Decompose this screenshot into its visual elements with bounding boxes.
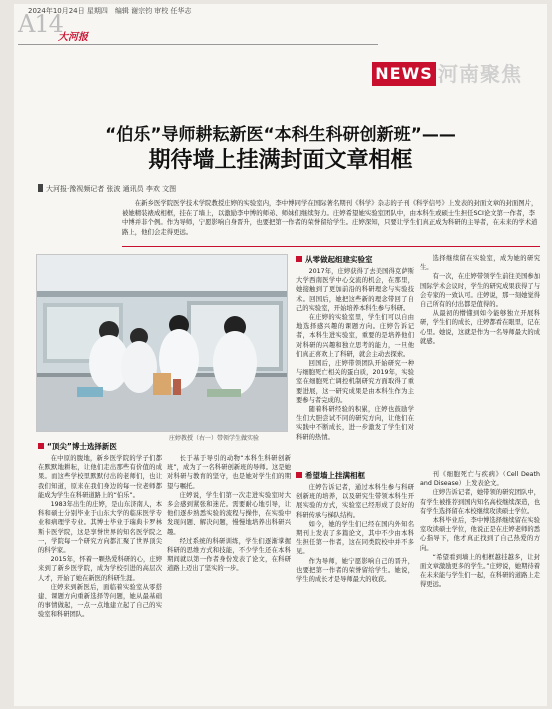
article-column-3 — [296, 267, 414, 463]
byline-marker — [38, 184, 43, 192]
newspaper-page — [14, 4, 547, 706]
paragraph: 2017年，庄婷获得了去美国得克萨斯大学西南医学中心交流的机会，在那里，她接触到了更加前沿的科研理念与实验技术。回国后，她把这些新的理念带回了自己的实验室，开始培养本科生参与科研。 — [296, 268, 414, 312]
section-heading-text: “顶尖”博士选择新医 — [47, 442, 117, 451]
byline — [38, 184, 176, 194]
heading-marker — [38, 443, 44, 449]
lead-text: 在新乡医学院医学技术学院教授庄婷的实验室内，李中博同学在国际著名期刊《科学》杂志的子刊《科学信号》上发表的封面文章的封面图片，被她精装裱成相框，挂在了墙上，以激励李中博的师弟、师妹们继续努力。庄婷希望她实验室团队中，由本科生或硕士生担任SCI论文第一作者，李中博并非个例。作为导师，宁愿影响自身晋升，也要把第一作者的荣誉留给学生。庄婷深知，只要让学生们真正成为科研的主导者，在未来的学术道路上，他们会走得更远。 — [122, 199, 538, 236]
news-label: NEWS — [372, 62, 436, 86]
headline-line2: 期待墙上挂满封面文章相框 — [148, 148, 413, 173]
headline-line1: “伯乐”导师耕耘新医“本科生科研创新班”—— — [105, 125, 456, 145]
paragraph: 经过系统的科研训练，学生们逐渐掌握科研的思维方式和技能，不少学生还在本科期间就以第一作者身份发表了论文，在科研道路上迈出了坚实的一步。 — [167, 537, 291, 573]
paragraph: 作为导师，她宁愿影响自己的晋升，也要把第一作者的荣誉留给学生。她说，学生的成长才是导师最大的收获。 — [296, 557, 414, 584]
paragraph: 长于基于导引的动物“本科生科研创新班”，成为了一名科研创新班的导师。这是她对科研与教育的坚守，也是她对学生们的期望与嘱托。 — [167, 455, 291, 490]
paragraph: 庄婷来到新医后，面临着实验室从零搭建、课题方向重新选择等问题，她从最基础的事情做起，一点一点地建立起了自己的实验室和科研团队。 — [38, 583, 162, 619]
lead-rule — [122, 246, 540, 247]
article-column-5 — [296, 483, 414, 706]
page-number: A14 — [18, 10, 63, 38]
lead-paragraph — [122, 199, 540, 237]
section-name: 河南聚焦 — [438, 62, 522, 86]
article-column-1 — [38, 454, 162, 706]
header-rule — [18, 44, 378, 45]
paragraph: 庄婷告诉记者，通过本科生参与科研创新班的培养，以及研究生带领本科生开展实验的方式，实验室已经形成了良好的科研传承与梯队结构。 — [296, 484, 414, 519]
heading-marker — [296, 472, 302, 478]
paragraph: 选择继续留在实验室，成为她的研究生。 — [420, 255, 540, 272]
paragraph: 1983年出生的庄婷，是山东济南人，本科和硕士分别毕业于山东大学的临床医学专业和病理学专业。其博士毕业于瑞典卡罗林斯卡医学院，这是享誉世界的知名医学院之一，学院每一个研究方向都汇聚了世界顶尖的科学家。 — [38, 501, 162, 555]
paragraph: 有一次，在庄婷带领学生前往美国参加国际学术会议时，学生的研究成果获得了与会专家的一致认可。庄婷说，那一刻她觉得自己所有的付出都是值得的。 — [420, 273, 540, 309]
section-heading-text: 从零做起组建实验室 — [305, 255, 373, 264]
section-heading-top-doctor — [38, 441, 117, 452]
paragraph: 如今，她的学生们已经在国内外知名期刊上发表了多篇论文，其中不少由本科生担任第一作者，这在同类院校中并不多见。 — [296, 520, 414, 556]
lab-photo-illustration — [37, 255, 288, 432]
lab-photo — [36, 254, 288, 432]
paragraph: 庄婷告诉记者，她带领的研究团队中，有学生被推荐到国内知名高校继续深造，也有学生选择留在本校继续攻读硕士学位。 — [420, 489, 540, 515]
paragraph: 回国后，庄婷带领团队开始研究一种与细胞死亡相关的蛋白质，2019年，实验室在细胞死亡调控机制研究方面取得了重要进展，这一研究成果是由本科生作为主要参与者完成的。 — [296, 360, 414, 404]
article-column-4 — [420, 254, 540, 463]
paragraph: 从最初的懵懂到如今能够独立开展科研，学生们的成长，庄婷都看在眼里，记在心里。她说，这就是作为一名导师最大的成就感。 — [420, 310, 540, 345]
paragraph: 庄婷说，学生们第一次走进实验室时大多会感到紧张和迷茫。需要耐心地引导，让他们逐步熟悉实验的流程与操作，在实验中发现问题、解决问题，慢慢地培养出科研兴趣。 — [167, 491, 291, 536]
paragraph: 2015年，怀着一颗热爱科研的心，庄婷来到了新乡医学院，成为学校引进的高层次人才，开始了她在新医的科研生涯。 — [38, 556, 162, 582]
byline-text: 大河报·豫视频记者 张波 通讯员 李欢 文图 — [46, 185, 177, 193]
paragraph: 本科毕业后，李中博选择继续留在实验室攻读硕士学位，他说正是在庄婷老师的悉心指导下，他才真正找到了自己热爱的方向。 — [420, 517, 540, 552]
photo-caption: 庄婷教授（右一）带领学生做实验 — [169, 435, 260, 442]
paragraph: 随着科研经验的积累，庄婷也鼓励学生们大胆尝试不同的研究方向，让他们在实践中不断成长，进一步激发了学生们对科研的热情。 — [296, 406, 414, 441]
dateline: 2024年10月24日 星期四 编辑 谢宗钧 审校 任华志 — [28, 7, 192, 15]
section-heading-text: 希望墙上挂满相框 — [305, 471, 365, 480]
heading-marker — [296, 256, 302, 262]
paragraph: 在中原的腹地，新乡医学院的学子们都在默默地耕耘，让他们走出那些有价值的成果。而这些学校里默默付出的老师们，也让我们知道，原来在我们身边的每一位老师都能成为学生在科研道路上的“伯乐”。 — [38, 455, 162, 499]
paragraph: 刊《细胞死亡与疾病》（Cell Death and Disease）上发表论文。 — [420, 471, 540, 488]
article-column-2 — [167, 454, 291, 706]
paragraph: 在庄婷的实验室里，学生们可以自由地选择感兴趣的课题方向。庄婷告诉记者，本科生进实验室，重要的是培养他们对科研的兴趣和独立思考的能力，一旦他们真正喜欢上了科研，就会主动去探索。 — [296, 314, 414, 358]
section-heading-build-lab — [296, 254, 373, 265]
masthead-logo: 大河报 — [58, 32, 88, 43]
paragraph: “希望看到墙上的相框越挂越多，让封面文章激励更多的学生。”庄婷说，她期待着在未来能与学生们一起，在科研的道路上走得更远。 — [420, 553, 540, 589]
section-heading-hope-frames — [296, 470, 365, 481]
article-column-6 — [420, 470, 540, 706]
